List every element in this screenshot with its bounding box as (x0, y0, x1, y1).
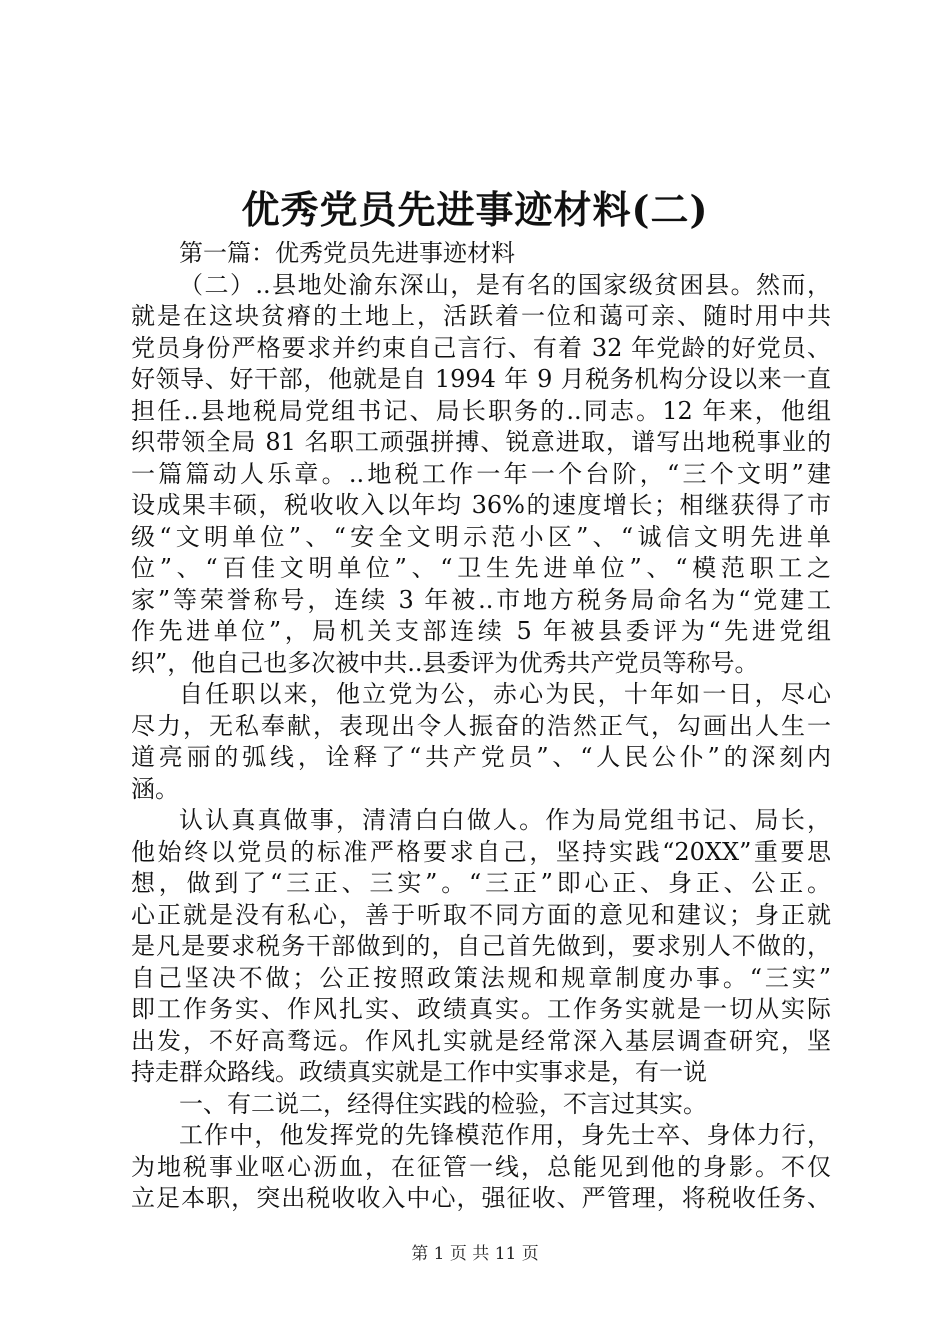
body-line: 工作中，他发挥党的先锋模范作用，身先士卒、身体力行， (179, 1121, 831, 1149)
document-title: 优秀党员先进事迹材料(二) (241, 187, 709, 232)
body-line: 道亮丽的弧线，诠释了“共产党员”、“人民公仆”的深刻内 (131, 743, 831, 771)
body-line: 就是在这块贫瘠的土地上，活跃着一位和蔼可亲、随时用中共 (131, 302, 831, 330)
body-line: 是凡是要求税务干部做到的，自己首先做到，要求别人不做的， (131, 932, 831, 960)
body-line: （二）..县地处渝东深山，是有名的国家级贫困县。然而， (179, 270, 831, 299)
body-line: 一、有二说二，经得住实践的检验，不言过其实。 (179, 1089, 707, 1118)
body-line: 家”等荣誉称号，连续 3 年被..市地方税务局命名为“党建工 (131, 585, 831, 614)
body-line: 出发，不好高骛远。作风扎实就是经常深入基层调查研究，坚 (131, 1026, 831, 1055)
body-line: 担任..县地税局党组书记、局长职务的..同志。12 年来，他组 (131, 396, 831, 425)
body-line: 尽力，无私奉献，表现出令人振奋的浩然正气，勾画出人生一 (131, 711, 831, 740)
body-line: 想，做到了“三正、三实”。“三正”即心正、身正、公正。 (131, 869, 831, 897)
body-line: 自任职以来，他立党为公，赤心为民，十年如一日，尽心 (179, 680, 831, 708)
document-body (131, 238, 831, 1215)
body-line: 涵。 (131, 774, 179, 803)
body-line: 为地税事业呕心沥血，在征管一线，总能见到他的身影。不仅 (131, 1152, 831, 1181)
body-line: 立足本职，突出税收收入中心，强征收、严管理，将税收任务、 (131, 1184, 831, 1212)
body-line: 自己坚决不做；公正按照政策法规和规章制度办事。“三实” (131, 963, 831, 992)
body-line: 作先进单位”，局机关支部连续 5 年被县委评为“先进党组 (131, 617, 831, 645)
section-heading: 第一篇：优秀党员先进事迹材料 (179, 239, 515, 267)
page-number-footer: 第 1 页 共 11 页 (411, 1244, 539, 1264)
body-line: 他始终以党员的标准严格要求自己，坚持实践“20XX”重要思 (131, 837, 831, 866)
body-line: 一篇篇动人乐章。..地税工作一年一个台阶，“三个文明”建 (131, 459, 831, 488)
body-line: 位”、“百佳文明单位”、“卫生先进单位”、“模范职工之 (131, 554, 831, 582)
body-line: 级“文明单位”、“安全文明示范小区”、“诚信文明先进单 (131, 522, 831, 551)
body-line: 党员身份严格要求并约束自己言行、有着 32 年党龄的好党员、 (131, 333, 831, 362)
body-line: 好领导、好干部，他就是自 1994 年 9 月税务机构分设以来一直 (131, 365, 831, 393)
body-line: 织带领全局 81 名职工顽强拼搏、锐意进取，谱写出地税事业的 (131, 428, 831, 456)
body-line: 即工作务实、作风扎实、政绩真实。工作务实就是一切从实际 (131, 995, 831, 1023)
body-line: 认认真真做事，清清白白做人。作为局党组书记、局长， (179, 806, 831, 834)
body-line: 设成果丰硕，税收收入以年均 36%的速度增长；相继获得了市 (131, 491, 831, 519)
body-line: 持走群众路线。政绩真实就是工作中实事求是，有一说 (131, 1058, 707, 1086)
body-line: 心正就是没有私心，善于听取不同方面的意见和建议；身正就 (131, 900, 831, 929)
body-line: 织”，他自己也多次被中共..县委评为优秀共产党员等称号。 (131, 648, 759, 677)
